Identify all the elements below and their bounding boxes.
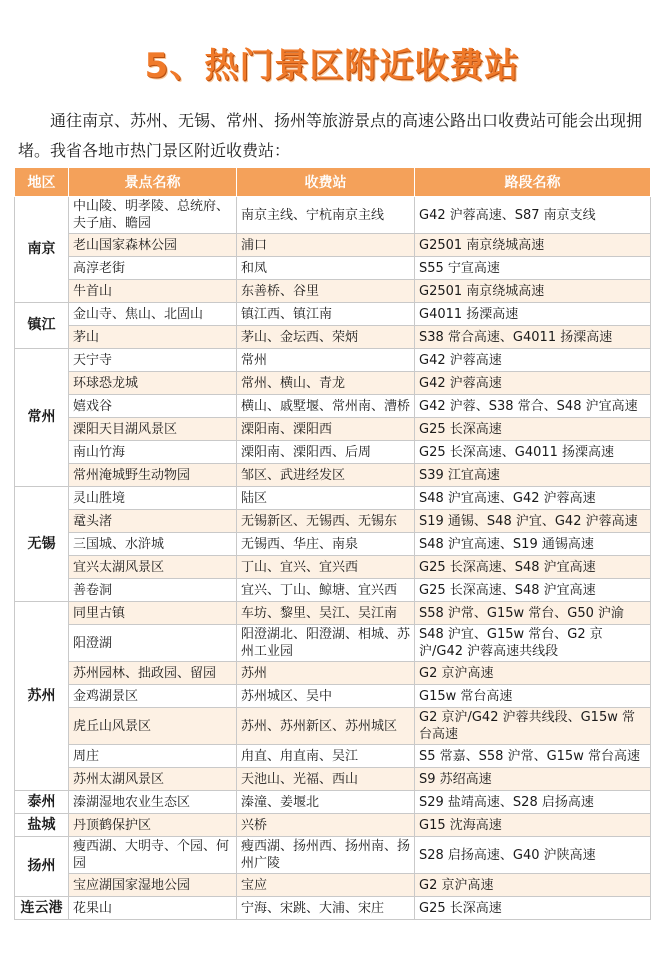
table-row: [15, 837, 651, 874]
road-section-cell: G42 沪蓉高速: [415, 372, 651, 395]
road-section-cell: G25 长深高速、S48 沪宜高速: [415, 579, 651, 602]
table-row: [15, 197, 651, 234]
toll-station-cell: 宁海、宋跳、大浦、宋庄: [237, 897, 415, 920]
toll-station-cell: 无锡西、华庄、南泉: [237, 533, 415, 556]
road-section-cell: S55 宁宣高速: [415, 257, 651, 280]
road-section-cell: G4011 扬溧高速: [415, 303, 651, 326]
toll-station-cell: 瘦西湖、扬州西、扬州南、扬州广陵: [237, 837, 415, 874]
road-section-cell: G42 沪蓉、S38 常合、S48 沪宜高速: [415, 395, 651, 418]
road-section-cell: G42 沪蓉高速、S87 南京支线: [415, 197, 651, 234]
toll-station-cell: 溱潼、姜堰北: [237, 791, 415, 814]
road-section-cell: G15 沈海高速: [415, 814, 651, 837]
table-row: [15, 487, 651, 510]
table-row: [15, 745, 651, 768]
road-section-cell: G25 长深高速、G4011 扬溧高速: [415, 441, 651, 464]
road-section-cell: S29 盐靖高速、S28 启扬高速: [415, 791, 651, 814]
toll-station-cell: 横山、戚墅堰、常州南、漕桥: [237, 395, 415, 418]
road-section-cell: S39 江宜高速: [415, 464, 651, 487]
table-row: [15, 579, 651, 602]
table-row: [15, 395, 651, 418]
page-title: 5、热门景区附近收费站: [144, 46, 520, 86]
attraction-cell: 苏州园林、拙政园、留园: [69, 662, 237, 685]
table-row: [15, 602, 651, 625]
attraction-cell: 溧阳天目湖风景区: [69, 418, 237, 441]
table-row: [15, 510, 651, 533]
header-toll-station: 收费站: [237, 168, 415, 197]
attraction-cell: 金鸡湖景区: [69, 685, 237, 708]
attraction-cell: 嬉戏谷: [69, 395, 237, 418]
region-cell: 连云港: [15, 897, 69, 920]
toll-station-table-wrap: [14, 167, 650, 920]
toll-station-cell: 常州: [237, 349, 415, 372]
region-cell: 扬州: [15, 837, 69, 897]
table-row: [15, 441, 651, 464]
table-row: [15, 768, 651, 791]
table-row: [15, 625, 651, 662]
table-row: [15, 533, 651, 556]
road-section-cell: S19 通锡、S48 沪宜、G42 沪蓉高速: [415, 510, 651, 533]
attraction-cell: 天宁寺: [69, 349, 237, 372]
attraction-cell: 鼋头渚: [69, 510, 237, 533]
region-cell: 苏州: [15, 602, 69, 791]
attraction-cell: 阳澄湖: [69, 625, 237, 662]
toll-station-cell: 无锡新区、无锡西、无锡东: [237, 510, 415, 533]
table-row: [15, 708, 651, 745]
toll-station-cell: 陆区: [237, 487, 415, 510]
road-section-cell: S58 沪常、G15w 常台、G50 沪渝: [415, 602, 651, 625]
road-section-cell: G2 京沪高速: [415, 662, 651, 685]
road-section-cell: G25 长深高速: [415, 897, 651, 920]
table-row: [15, 685, 651, 708]
toll-station-cell: 兴桥: [237, 814, 415, 837]
road-section-cell: S48 沪宜、G15w 常台、G2 京沪/G42 沪蓉高速共线段: [415, 625, 651, 662]
attraction-cell: 三国城、水浒城: [69, 533, 237, 556]
attraction-cell: 茅山: [69, 326, 237, 349]
attraction-cell: 溱湖湿地农业生态区: [69, 791, 237, 814]
region-cell: 无锡: [15, 487, 69, 602]
toll-station-cell: 东善桥、谷里: [237, 280, 415, 303]
table-body: [15, 197, 651, 920]
attraction-cell: 南山竹海: [69, 441, 237, 464]
table-row: [15, 372, 651, 395]
toll-station-cell: 和凤: [237, 257, 415, 280]
road-section-cell: S9 苏绍高速: [415, 768, 651, 791]
attraction-cell: 宝应湖国家湿地公园: [69, 874, 237, 897]
region-cell: 镇江: [15, 303, 69, 349]
attraction-cell: 花果山: [69, 897, 237, 920]
road-section-cell: G15w 常台高速: [415, 685, 651, 708]
road-section-cell: G2 京沪高速: [415, 874, 651, 897]
region-cell: 泰州: [15, 791, 69, 814]
attraction-cell: 苏州太湖风景区: [69, 768, 237, 791]
region-cell: 常州: [15, 349, 69, 487]
road-section-cell: S28 启扬高速、G40 沪陕高速: [415, 837, 651, 874]
table-row: [15, 257, 651, 280]
header-attraction: 景点名称: [69, 168, 237, 197]
table-row: [15, 464, 651, 487]
header-region: 地区: [15, 168, 69, 197]
toll-station-cell: 茅山、金坛西、荣炳: [237, 326, 415, 349]
road-section-cell: S48 沪宜高速、G42 沪蓉高速: [415, 487, 651, 510]
attraction-cell: 灵山胜境: [69, 487, 237, 510]
attraction-cell: 同里古镇: [69, 602, 237, 625]
attraction-cell: 常州淹城野生动物园: [69, 464, 237, 487]
toll-station-cell: 天池山、光福、西山: [237, 768, 415, 791]
attraction-cell: 牛首山: [69, 280, 237, 303]
toll-station-cell: 邹区、武进经发区: [237, 464, 415, 487]
attraction-cell: 高淳老街: [69, 257, 237, 280]
toll-station-cell: 溧阳南、溧阳西: [237, 418, 415, 441]
intro-paragraph: 通往南京、苏州、无锡、常州、扬州等旅游景点的高速公路出口收费站可能会出现拥堵。我省各地市热门景区附近收费站：: [18, 111, 643, 160]
attraction-cell: 善卷洞: [69, 579, 237, 602]
table-row: [15, 662, 651, 685]
road-section-cell: S48 沪宜高速、S19 通锡高速: [415, 533, 651, 556]
attraction-cell: 金山寺、焦山、北固山: [69, 303, 237, 326]
road-section-cell: G25 长深高速: [415, 418, 651, 441]
road-section-cell: G42 沪蓉高速: [415, 349, 651, 372]
toll-station-cell: 苏州: [237, 662, 415, 685]
table-row: [15, 418, 651, 441]
road-section-cell: G2501 南京绕城高速: [415, 280, 651, 303]
toll-station-cell: 甪直、甪直南、吴江: [237, 745, 415, 768]
table-row: [15, 897, 651, 920]
toll-station-cell: 南京主线、宁杭南京主线: [237, 197, 415, 234]
table-row: [15, 303, 651, 326]
toll-station-cell: 丁山、宜兴、宜兴西: [237, 556, 415, 579]
table-header-row: [15, 168, 651, 197]
table-row: [15, 280, 651, 303]
road-section-cell: G2 京沪/G42 沪蓉共线段、G15w 常台高速: [415, 708, 651, 745]
toll-station-cell: 浦口: [237, 234, 415, 257]
table-row: [15, 234, 651, 257]
toll-station-cell: 宝应: [237, 874, 415, 897]
region-cell: 盐城: [15, 814, 69, 837]
road-section-cell: G25 长深高速、S48 沪宜高速: [415, 556, 651, 579]
toll-station-cell: 车坊、黎里、吴江、吴江南: [237, 602, 415, 625]
header-road-section: 路段名称: [415, 168, 651, 197]
toll-station-cell: 苏州、苏州新区、苏州城区: [237, 708, 415, 745]
attraction-cell: 周庄: [69, 745, 237, 768]
attraction-cell: 宜兴太湖风景区: [69, 556, 237, 579]
attraction-cell: 虎丘山风景区: [69, 708, 237, 745]
toll-station-cell: 常州、横山、青龙: [237, 372, 415, 395]
table-row: [15, 814, 651, 837]
table-row: [15, 556, 651, 579]
toll-station-cell: 镇江西、镇江南: [237, 303, 415, 326]
table-row: [15, 326, 651, 349]
road-section-cell: S38 常合高速、G4011 扬溧高速: [415, 326, 651, 349]
table-row: [15, 791, 651, 814]
toll-station-cell: 宜兴、丁山、鲸塘、宜兴西: [237, 579, 415, 602]
attraction-cell: 环球恐龙城: [69, 372, 237, 395]
region-cell: 南京: [15, 197, 69, 303]
road-section-cell: S5 常嘉、S58 沪常、G15w 常台高速: [415, 745, 651, 768]
attraction-cell: 老山国家森林公园: [69, 234, 237, 257]
attraction-cell: 丹顶鹤保护区: [69, 814, 237, 837]
attraction-cell: 瘦西湖、大明寺、个园、何园: [69, 837, 237, 874]
toll-station-cell: 溧阳南、溧阳西、后周: [237, 441, 415, 464]
attraction-cell: 中山陵、明孝陵、总统府、夫子庙、瞻园: [69, 197, 237, 234]
road-section-cell: G2501 南京绕城高速: [415, 234, 651, 257]
table-row: [15, 874, 651, 897]
toll-station-cell: 苏州城区、吴中: [237, 685, 415, 708]
table-row: [15, 349, 651, 372]
toll-station-cell: 阳澄湖北、阳澄湖、相城、苏州工业园: [237, 625, 415, 662]
toll-station-table: [14, 167, 651, 920]
